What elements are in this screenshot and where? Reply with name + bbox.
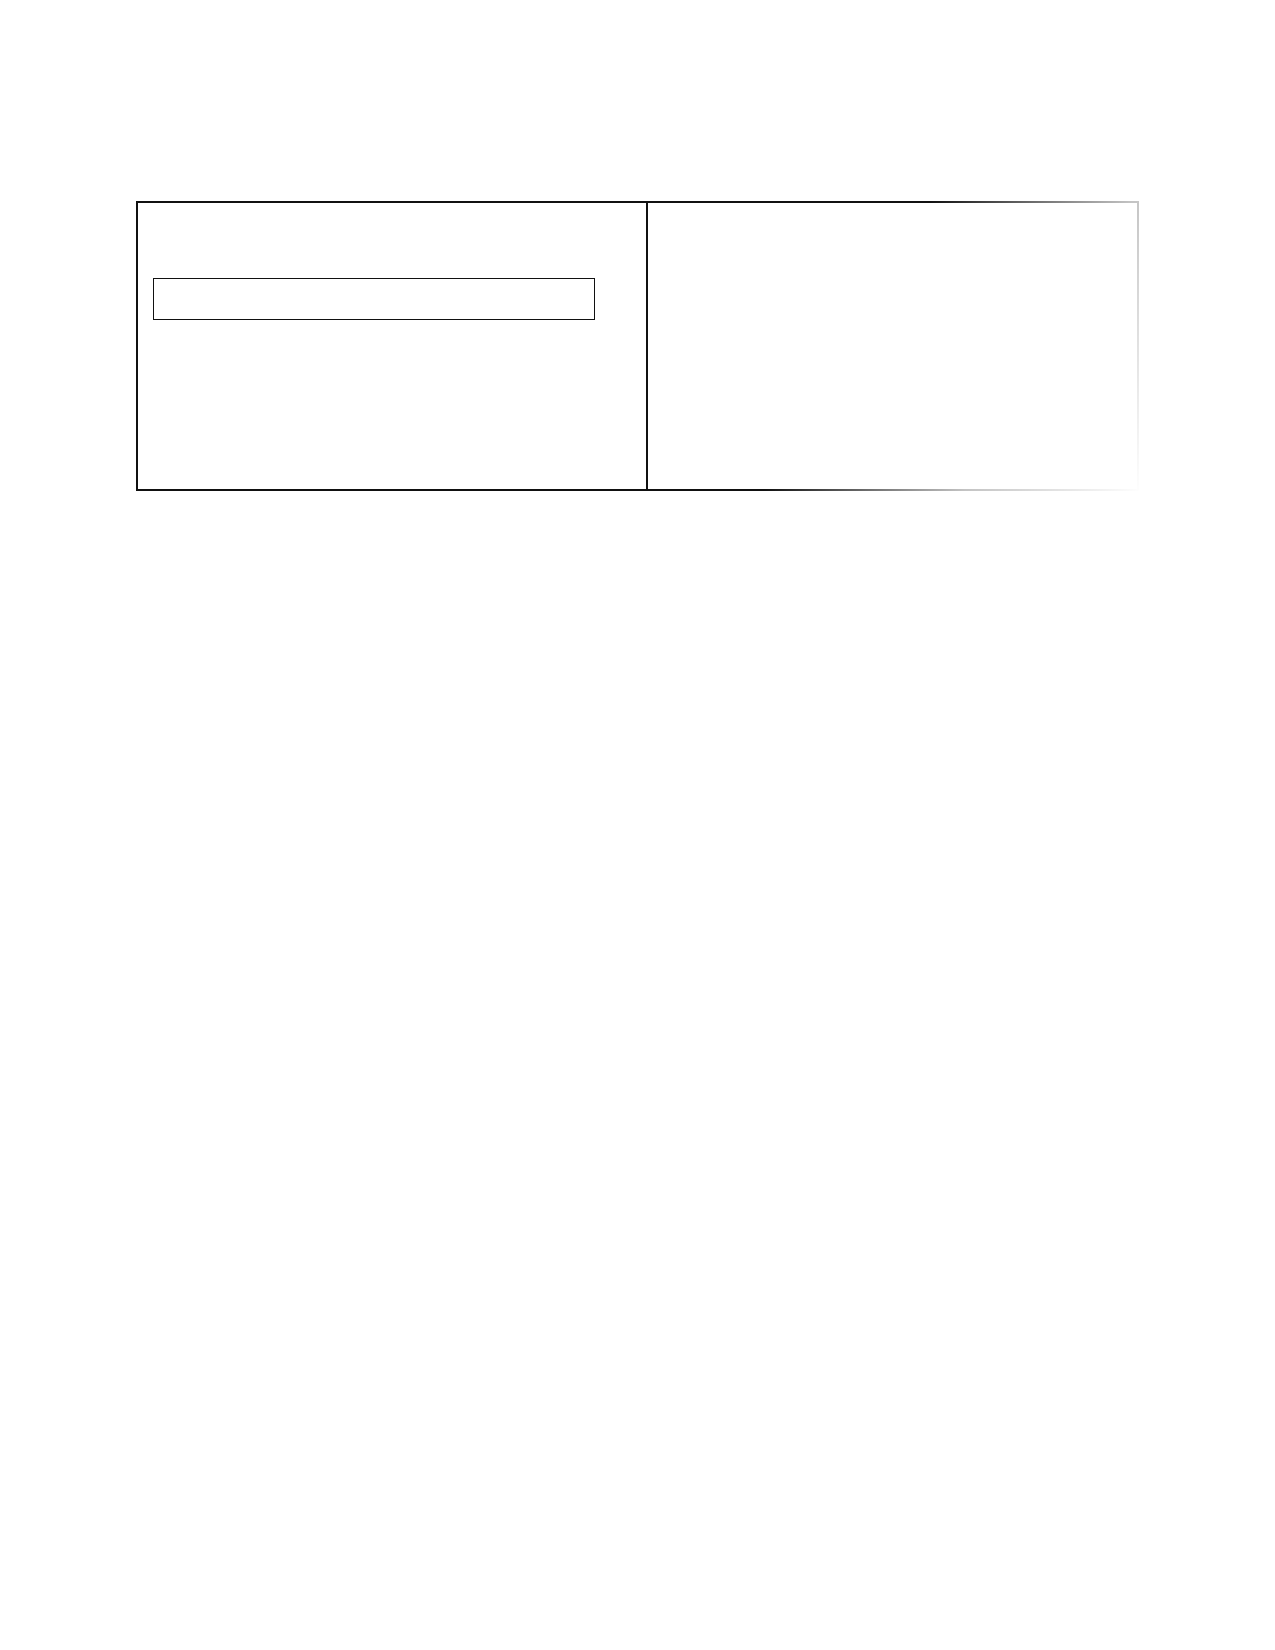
- strum-pattern-table: [153, 278, 595, 320]
- reference-box: [136, 201, 1139, 491]
- box-divider: [646, 201, 648, 491]
